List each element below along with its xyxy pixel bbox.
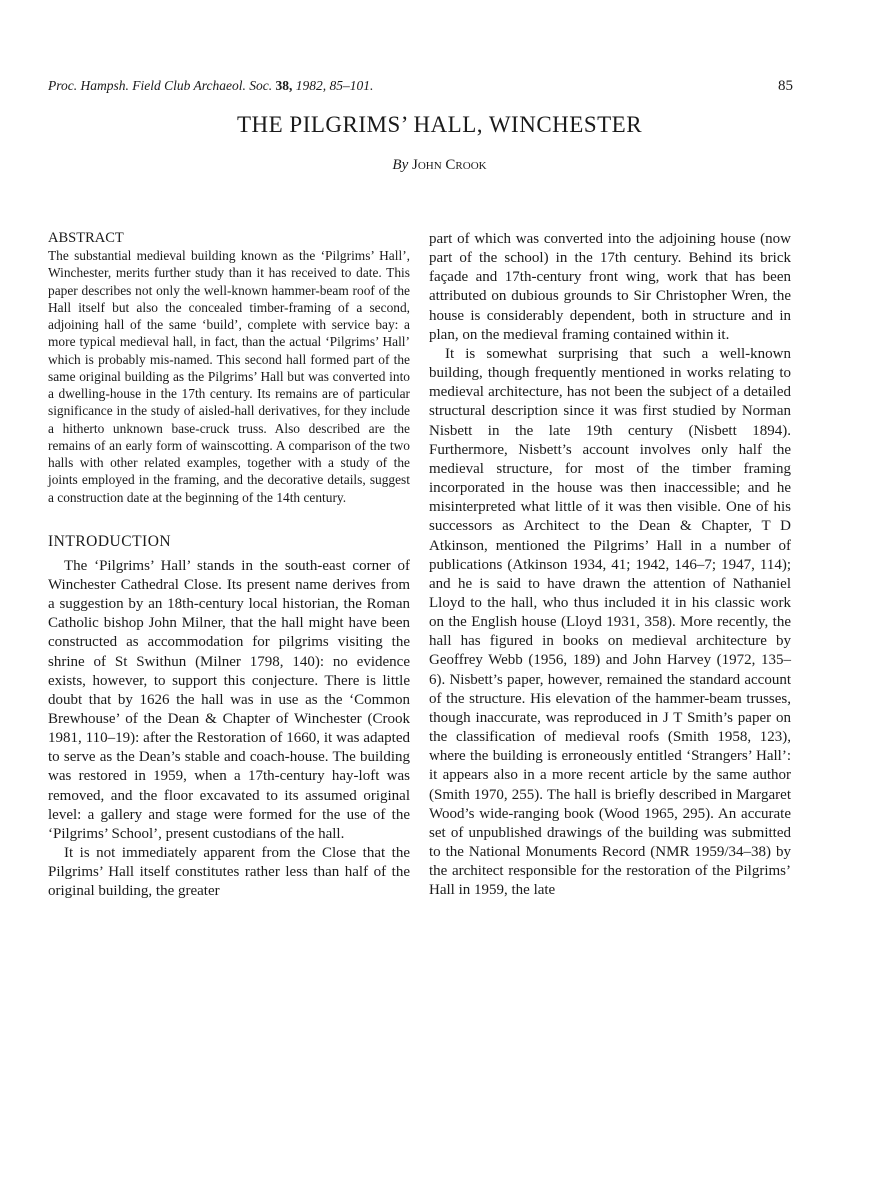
left-column bbox=[48, 230, 410, 902]
byline-prefix: By bbox=[392, 157, 409, 173]
journal-volume: 38, bbox=[275, 78, 293, 93]
journal-year-pages: 1982, 85–101. bbox=[295, 78, 374, 93]
abstract-heading: ABSTRACT bbox=[48, 230, 124, 246]
introduction-paragraph-2-continued: part of which was converted into the adjoining house (now part of the school) in the 17th century. Behind its brick façade and 17th-century front wing, work that has been attributed on dubious grounds to Sir Christopher Wren, the house is considerably dependent, both in structure and in plan, on the medieval framing contained within it. bbox=[429, 231, 791, 343]
byline bbox=[0, 157, 879, 174]
journal-name: Proc. Hampsh. Field Club Archaeol. Soc. bbox=[48, 78, 273, 93]
article-title: THE PILGRIMS’ HALL, WINCHESTER bbox=[236, 112, 643, 137]
introduction-heading: INTRODUCTION bbox=[48, 532, 172, 550]
introduction-paragraph-3: It is somewhat surprising that such a well-known building, though frequently mentioned in works relating to medieval architecture, has not been the subject of a detailed structural description since it was first studied by Norman Nisbett in the late 19th century (Nisbett 1894). Furthermore, Nisbett’s account involves only half the medieval structure, for most of the timber framing incorporated in the house was then inaccessible; and he misinterpreted what little of it was then visible. One of his successors as Architect to the Dean & Chapter, T D Atkinson, mentioned the Pilgrims’ Hall in a number of publications (Atkinson 1934, 41; 1942, 146–7; 1947, 114); and he is said to have drawn the attention of Nathaniel Lloyd to the hall, who thus included it in his classic work on the English house (Lloyd 1931, 358). More recently, the hall has figured in books on medieval architecture by Geoffrey Webb (1956, 189) and John Harvey (1972, 135–6). Nisbett’s paper, however, remained the standard account of the structure. His elevation of the hammer-beam trusses, though inaccurate, was reproduced in J T Smith’s paper on the classification of medieval roofs (Smith 1958, 123), where the building is erroneously entitled ‘Strangers’ Hall’: it appears also in a more recent article by the same author (Smith 1970, 255). The hall is briefly described in Margaret Wood’s wide-ranging book (Wood 1965, 295). An accurate set of unpublished drawings of the building was submitted to the National Monuments Record (NMR 1959/34–38) by the architect responsible for the restoration of the Pilgrims’ Hall in 1959, the late bbox=[429, 345, 791, 899]
introduction-paragraph-1: The ‘Pilgrims’ Hall’ stands in the south-east corner of Winchester Cathedral Close. Its present name derives from a suggestion by an 18th-century local historian, the Roman Catholic bishop John Milner, that the hall might have been constructed as accommodation for pilgrims visiting the shrine of St Swithun (Milner 1798, 140): no evidence exists, however, to support this conjecture. There is little doubt that by 1626 the hall was in use as the ‘Common Brewhouse’ of the Dean & Chapter of Winchester (Crook 1981, 110–19): after the Restoration of 1660, it was adapted to serve as the Dean’s stable and coach-house. The building was restored in 1959, when a 17th-century hay-loft was removed, and the floor excavated to its assumed original level: a gallery and stage were formed for the use of the ‘Pilgrims’ School’, present custodians of the hall. bbox=[48, 557, 410, 842]
right-column bbox=[429, 230, 791, 900]
abstract-text: The substantial medieval building known as the ‘Pilgrims’ Hall’, Winchester, merits further study than it has received to date. This paper describes not only the well-known hammer-beam roof of the Hall itself but also the concealed timber-framing of a second, adjoining hall of the same ‘build’, complete with service bay: a more typical medieval hall, in fact, than the actual ‘Pilgrims’ Hall’ which is probably mis-named. This second hall formed part of the same original building as the Pilgrims’ Hall but was converted into a dwelling-house in the 17th century. Its remains are of particular significance in the study of aisled-hall derivatives, for they include a hitherto unknown base-cruck truss. Also described are the remains of an early form of wainscotting. A comparison of the two halls with other related examples, together with a study of the joints employed in the framing, and the decorative details, suggest a construction date at the beginning of the 14th century. bbox=[48, 248, 410, 505]
introduction-paragraph-2: It is not immediately apparent from the Close that the Pilgrims’ Hall itself constitutes rather less than half of the original building, the greater bbox=[48, 845, 410, 900]
page-number: 85 bbox=[778, 78, 793, 94]
running-header bbox=[48, 78, 793, 100]
author-name: John Crook bbox=[411, 157, 487, 173]
journal-citation bbox=[48, 78, 373, 94]
